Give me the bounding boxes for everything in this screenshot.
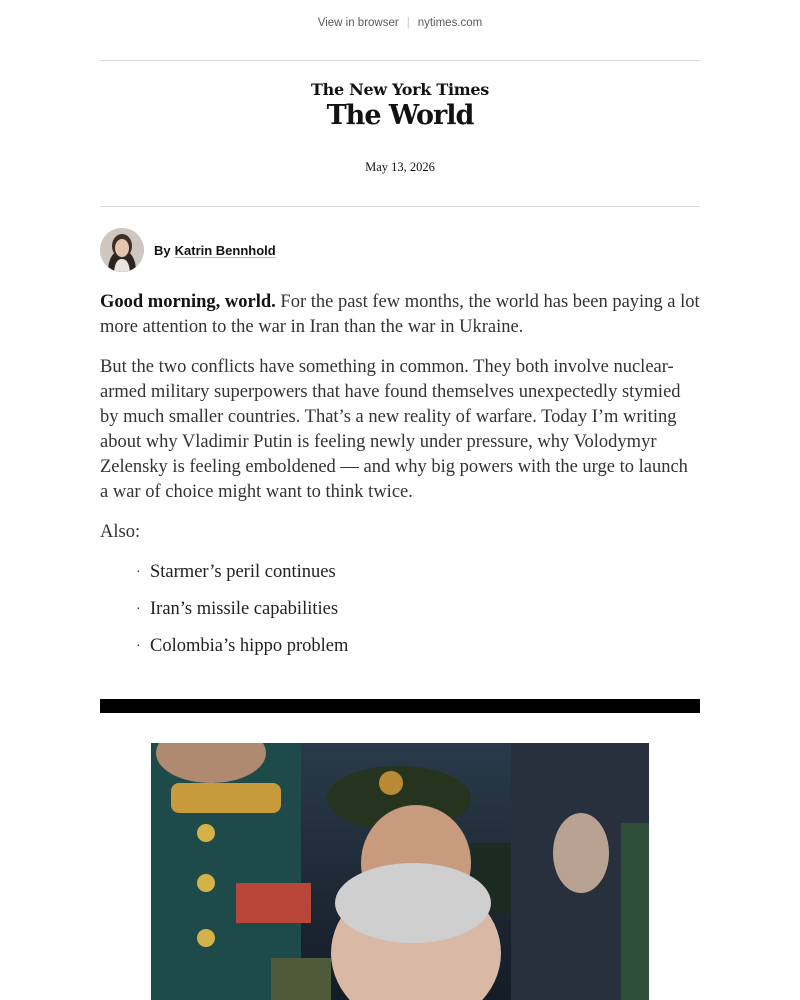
intro-text: For the past few months, the world has been paying a lot more attention to the war in Iran than the war in Ukraine. xyxy=(100,292,700,337)
list-item-text: Colombia’s hippo problem xyxy=(150,636,349,656)
second-paragraph: But the two conflicts have something in common. They both involve nuclear-armed military superpowers that have found themselves unexpectedly stymied by much smaller countries. That’s a new reality of warfare. Today I’m writing about why Vladimir Putin is feeling newly under pressure, why Volodymyr Zelensky is feeling emboldened — and why big powers with the urge to launch a war of choice might want to think twice. xyxy=(100,357,688,502)
top-links xyxy=(0,17,800,29)
also-label: Also: xyxy=(100,522,141,542)
list-item-text: Starmer’s peril continues xyxy=(150,562,336,582)
section-bar xyxy=(100,699,700,713)
view-in-browser-link[interactable]: View in browser xyxy=(317,17,399,29)
byline-prefix: By xyxy=(154,242,171,258)
bullet-icon: · xyxy=(136,639,141,654)
bullet-icon: · xyxy=(136,565,141,580)
byline xyxy=(100,227,276,273)
list-item xyxy=(136,560,700,585)
intro-paragraph xyxy=(100,290,700,340)
newsletter-title: The World xyxy=(326,100,474,131)
issue-date: May 13, 2026 xyxy=(365,160,435,174)
also-list xyxy=(100,560,700,659)
lead-photo[interactable] xyxy=(151,743,649,1000)
author-avatar xyxy=(100,228,144,272)
list-item-text: Iran’s missile capabilities xyxy=(150,599,339,619)
bullet-icon: · xyxy=(136,602,141,617)
divider-bottom xyxy=(100,206,700,207)
article-body xyxy=(100,290,700,671)
greeting: Good morning, world. xyxy=(100,292,276,312)
masthead xyxy=(0,80,800,132)
divider-top xyxy=(100,60,700,61)
author-link[interactable]: Katrin Bennhold xyxy=(174,242,276,258)
list-item xyxy=(136,597,700,622)
nyt-logo[interactable]: The New York Times xyxy=(311,80,489,99)
nytimes-link[interactable]: nytimes.com xyxy=(417,17,483,29)
list-item xyxy=(136,634,700,659)
link-separator: | xyxy=(406,17,410,29)
